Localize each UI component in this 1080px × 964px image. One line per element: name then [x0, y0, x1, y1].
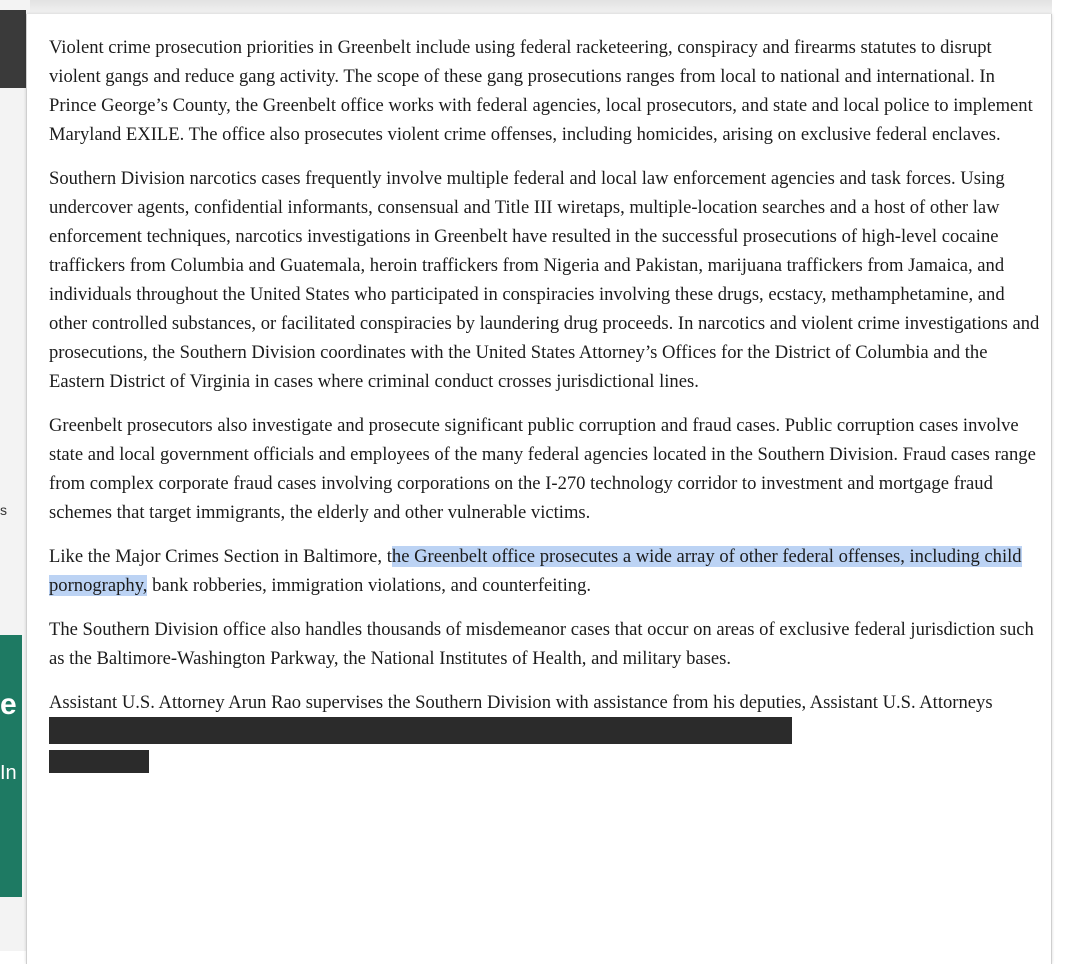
left-dark-block — [0, 10, 26, 88]
major-crimes-text-after: bank robberies, immigration violations, and counterfeiting. — [147, 575, 592, 596]
article-body — [49, 33, 1041, 791]
paragraph-major-crimes — [49, 542, 1041, 600]
redaction-bar-2 — [49, 750, 149, 773]
paragraph-supervision — [49, 688, 1041, 776]
paragraph-narcotics: Southern Division narcotics cases frequently involve multiple federal and local law enforcement agencies and task forces. Using undercover agents, confidential informants, consensual and Title III wiretaps, multiple-location searches and a host of other law enforcement techniques, narcotics investigations in Greenbelt have resulted in the successful prosecutions of high-level cocaine traffickers from Columbia and Guatemala, heroin traffickers from Nigeria and Pakistan, marijuana traffickers from Jamaica, and individuals throughout the United States who participated in conspiracies involving these drugs, ecstacy, methamphetamine, and other controlled substances, or facilitated conspiracies by laundering drug proceeds. In narcotics and violent crime investigations and prosecutions, the Southern Division coordinates with the United States Attorney’s Offices for the District of Columbia and the Eastern District of Virginia in cases where criminal conduct crosses jurisdictional lines. — [49, 168, 1040, 392]
left-text-fragment: s — [0, 502, 7, 518]
left-green-fragment-2: In — [0, 762, 17, 784]
paragraph-corruption-fraud: Greenbelt prosecutors also investigate and prosecute significant public corruption and fraud cases. Public corruption cases involve state and local government officials and employees of the many federal agencies located in the Southern Division. Fraud cases range from complex corporate fraud cases involving corporations on the I-270 technology corridor to investment and mortgage fraud schemes that target immigrants, the elderly and other vulnerable victims. — [49, 415, 1036, 523]
supervision-text: Assistant U.S. Attorney Arun Rao supervises the Southern Division with assistance from his deputies, Assistant U.S. Attorneys — [49, 692, 993, 713]
right-edge — [1052, 0, 1080, 951]
paragraph-misdemeanor: The Southern Division office also handles thousands of misdemeanor cases that occur on areas of exclusive federal jurisdiction such as the Baltimore-Washington Parkway, the National Institutes of Health, and military bases. — [49, 619, 1034, 669]
paragraph-violent-crime: Violent crime prosecution priorities in Greenbelt include using federal racketeering, conspiracy and firearms statutes to disrupt violent gangs and reduce gang activity. The scope of these gang prosecutions ranges from local to national and international. In Prince George’s County, the Greenbelt office works with federal agencies, local prosecutors, and state and local police to implement Maryland EXILE. The office also prosecutes violent crime offenses, including homicides, arising on exclusive federal enclaves. — [49, 37, 1033, 145]
top-strip — [0, 0, 1080, 14]
redaction-bar — [49, 717, 792, 744]
major-crimes-text-before: Like the Major Crimes Section in Baltimore, t — [49, 546, 392, 567]
highlighted-selection[interactable]: he Greenbelt office prosecutes a wide array of other federal offenses, including child pornography, — [49, 546, 1022, 596]
left-green-fragment-1: e — [0, 688, 17, 721]
